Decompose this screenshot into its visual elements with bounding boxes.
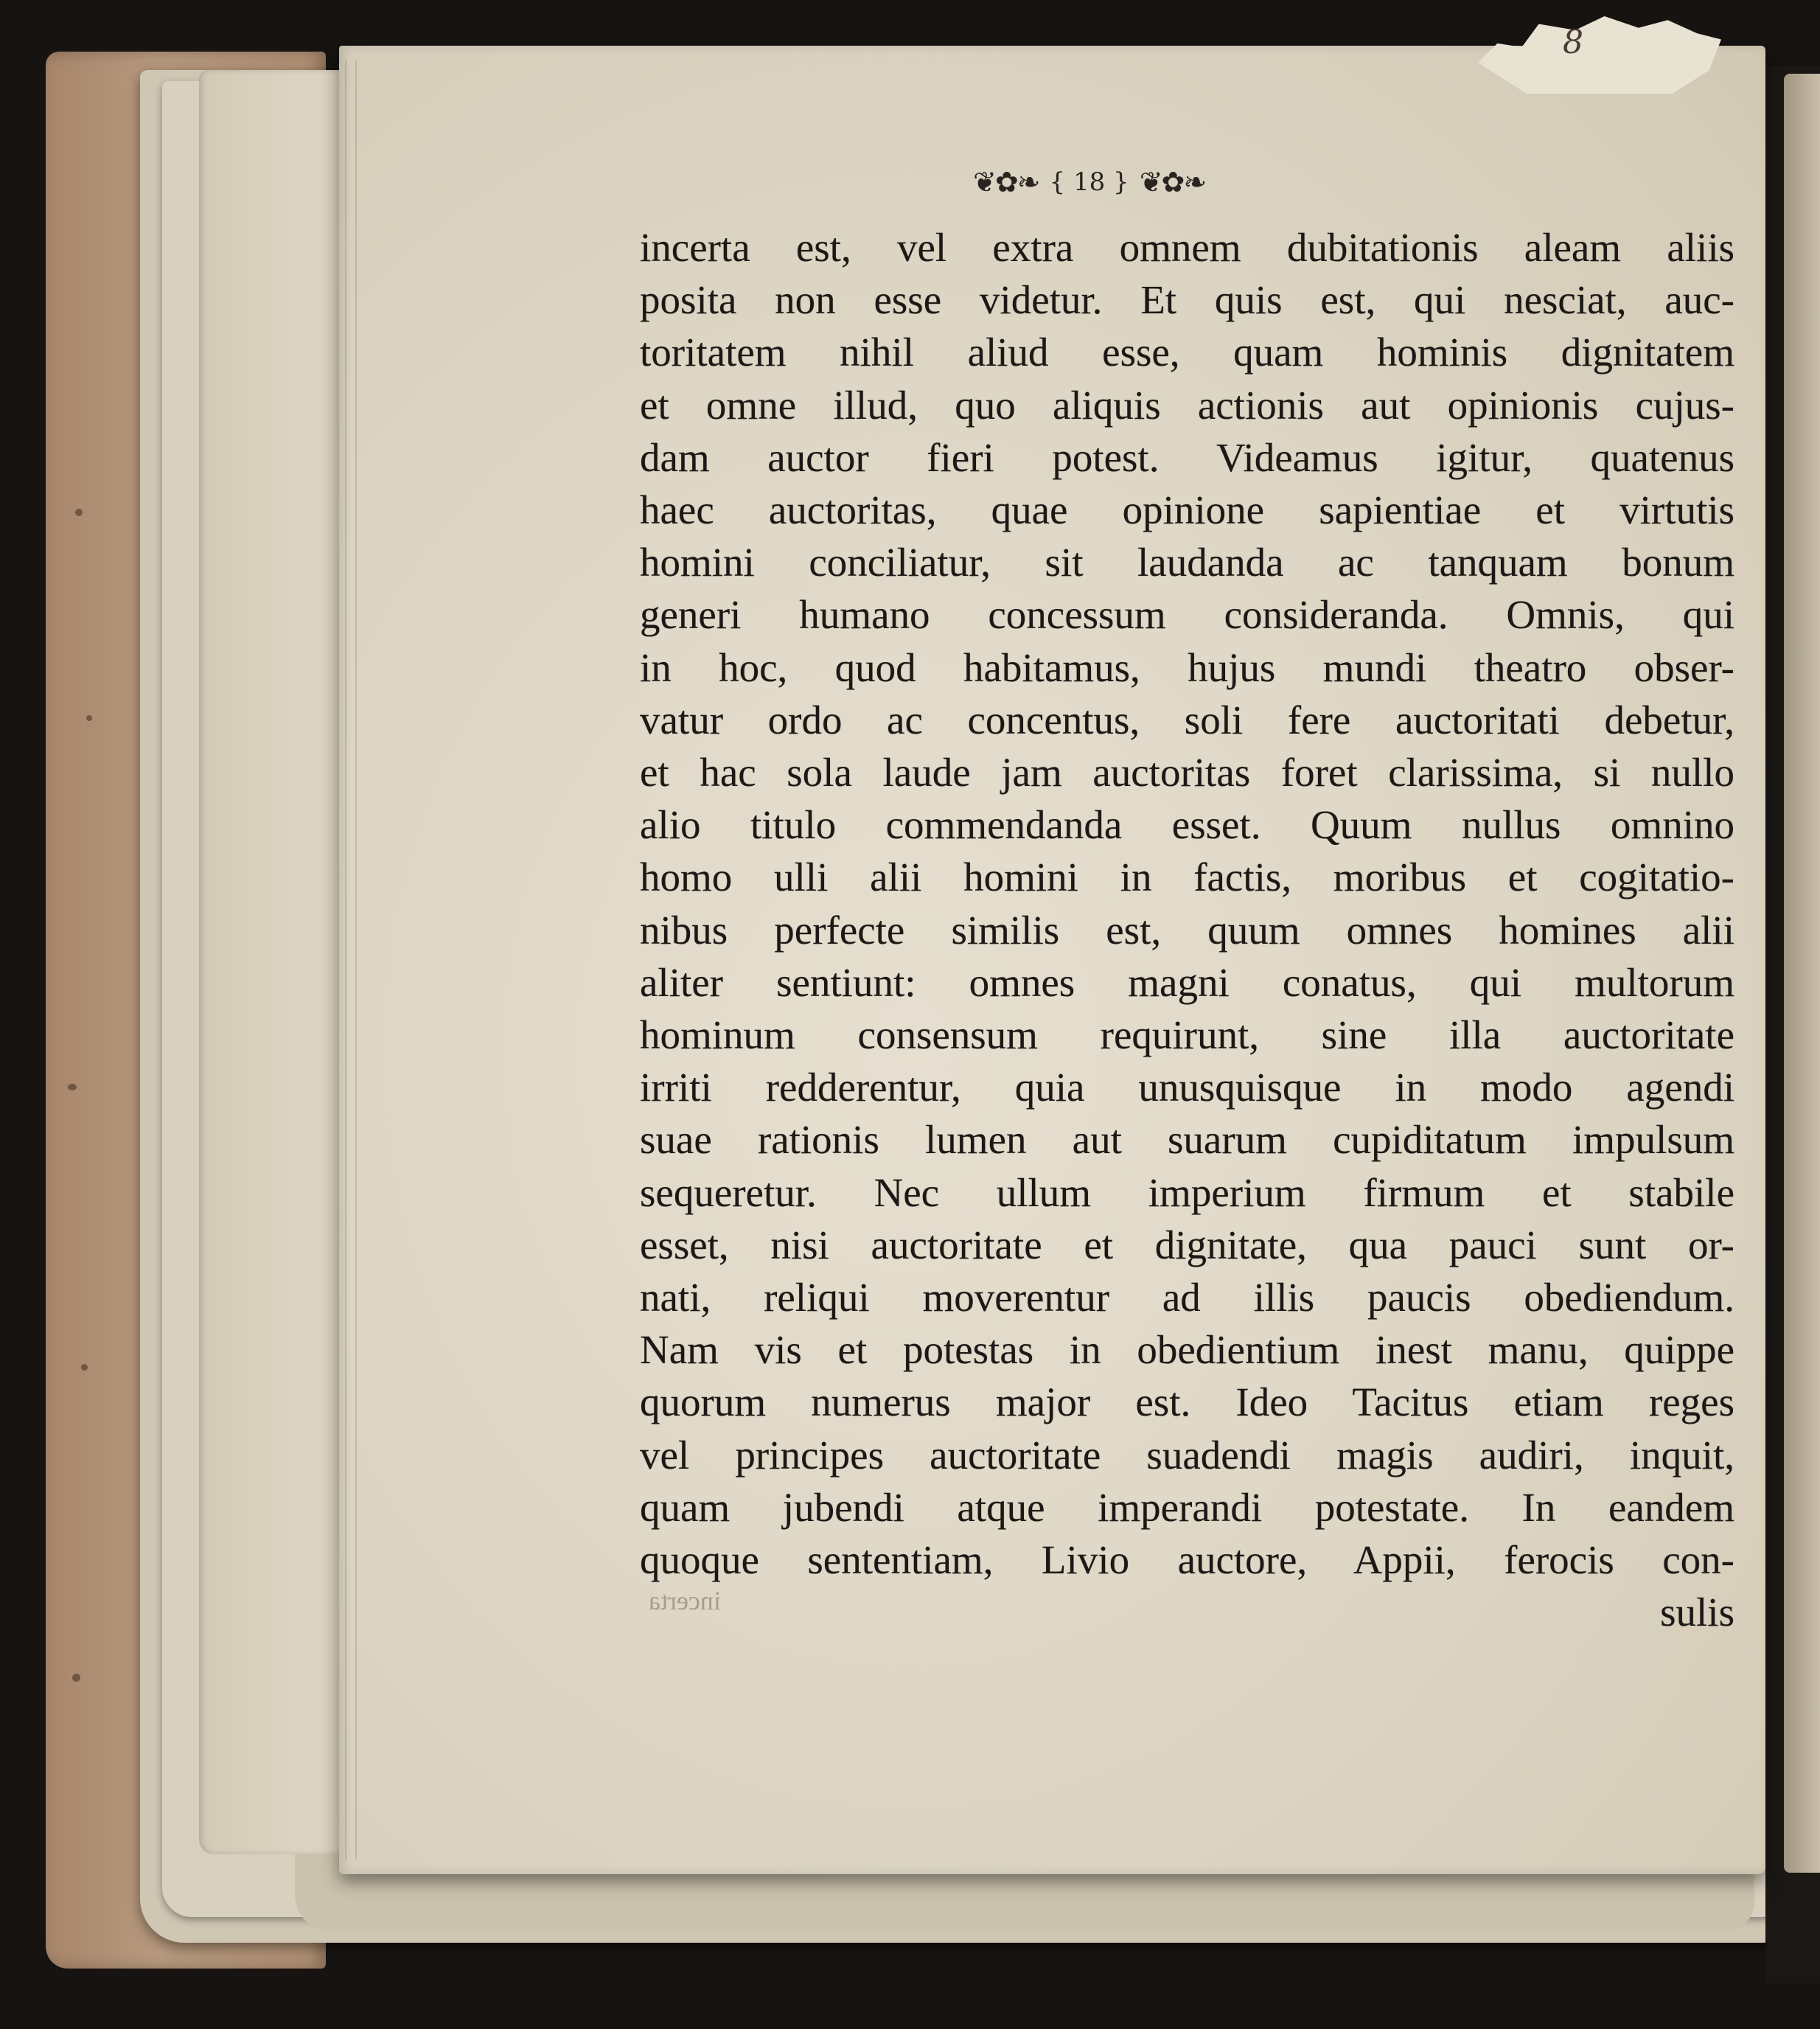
text-line: nibus perfecte similis est, quum omnes homines alii (640, 907, 1734, 953)
torn-corner (1478, 16, 1721, 94)
text-line: homini conciliatur, sit laudanda ac tanquam bonum (640, 540, 1734, 585)
text-line: generi humano concessum consideranda. Omnis, qui (640, 592, 1734, 638)
stain (72, 1674, 80, 1682)
catchword: sulis (1660, 1590, 1734, 1635)
text-line: alio titulo commendanda esset. Quum nullus omnino (640, 802, 1734, 848)
text-line: quorum numerus major est. Ideo Tacitus etiam reges (640, 1379, 1734, 1425)
text-line: vel principes auctoritate suadendi magis audiri, inquit, (640, 1432, 1734, 1478)
next-page-edge (1784, 74, 1820, 1873)
stain (86, 715, 92, 721)
text-line: homo ulli alii homini in factis, moribus et cogitatio- (640, 855, 1734, 900)
stain (75, 509, 83, 516)
page-edge-line (345, 60, 346, 1859)
text-line: toritatem nihil aliud esse, quam hominis dignitatem (640, 330, 1734, 375)
stain (68, 1084, 77, 1090)
text-line: Nam vis et potestas in obedientium inest manu, quippe (640, 1327, 1734, 1373)
text-line: aliter sentiunt: omnes magni conatus, qui multorum (640, 959, 1734, 1005)
ornament-left: ❦✿❧ (973, 166, 1039, 198)
page-edge-line (355, 60, 357, 1859)
text-line: esset, nisi auctoritate et dignitate, qua pauci sunt or- (640, 1222, 1734, 1267)
text-line: nati, reliqui moverentur ad illis paucis obediendum. (640, 1275, 1734, 1320)
page-number: { 18 } (1049, 167, 1129, 197)
text-line: incerta est, vel extra omnem dubitationis aleam aliis (640, 225, 1734, 270)
running-header (973, 166, 1205, 198)
stain (81, 1364, 88, 1371)
text-line: quam jubendi atque imperandi potestate. In eandem (640, 1484, 1734, 1530)
text-line: in hoc, quod habitamus, hujus mundi theatro obser- (640, 644, 1734, 690)
text-line: dam auctor fieri potest. Videamus igitur, quatenus (640, 434, 1734, 480)
text-line: irriti redderentur, quia unusquisque in modo agendi (640, 1065, 1734, 1110)
text-line: haec auctoritas, quae opinione sapientiae et virtutis (640, 487, 1734, 533)
bleed-through-text: incerta (649, 1586, 721, 1615)
text-line: sequeretur. Nec ullum imperium firmum et stabile (640, 1169, 1734, 1215)
corner-mark: 8 (1563, 24, 1583, 61)
body-text (640, 221, 1734, 1638)
text-line: et hac sola laude jam auctoritas foret clarissima, si nullo (640, 750, 1734, 796)
text-line: suae rationis lumen aut suarum cupiditatum impulsum (640, 1117, 1734, 1163)
text-line: posita non esse videtur. Et quis est, qui nesciat, auc- (640, 277, 1734, 323)
text-line: et omne illud, quo aliquis actionis aut opinionis cujus- (640, 382, 1734, 428)
text-line: vatur ordo ac concentus, soli fere auctoritati debetur, (640, 697, 1734, 742)
ornament-right: ❦✿❧ (1139, 166, 1206, 198)
text-line: quoque sententiam, Livio auctore, Appii, ferocis con- (640, 1537, 1734, 1583)
text-line: hominum consensum requirunt, sine illa auctoritate (640, 1012, 1734, 1058)
